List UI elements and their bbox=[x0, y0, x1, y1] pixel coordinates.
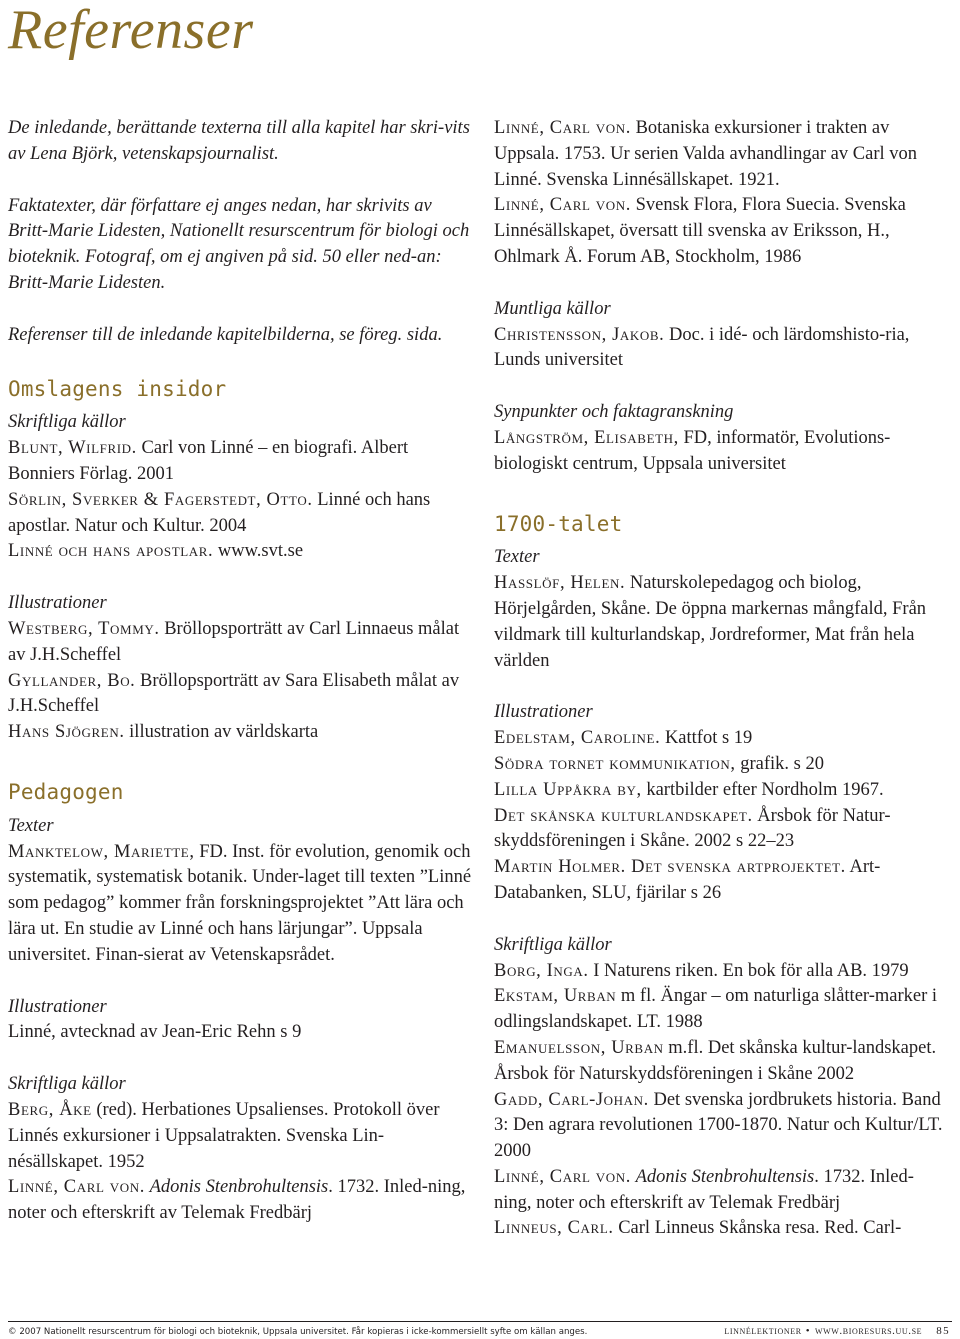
reference-text: grafik. s 20 bbox=[735, 753, 824, 774]
subheading-illustrationer: Illustrationer bbox=[8, 996, 107, 1017]
reference-author: Christensson, Jakob. bbox=[494, 324, 665, 345]
reference-text: m fl. Ängar – om naturliga slåtter-marker i odlingslandskapet. LT. 1988 bbox=[494, 986, 938, 1033]
reference-entry bbox=[494, 804, 950, 856]
reference-author: Hans Sjögren. bbox=[8, 722, 125, 743]
reference-text: m.fl. Det skånska kultur-landskapet. Årsbok för Naturskyddsföreningen i Skåne 2002 bbox=[494, 1037, 937, 1084]
reference-entry bbox=[8, 669, 476, 721]
reference-author: Linneus, Carl. bbox=[494, 1218, 614, 1239]
reference-entry bbox=[494, 855, 950, 907]
reference-author: Linné och hans apostlar. bbox=[8, 541, 214, 562]
reference-text: FD. Inst. för evolution, genomik och systematik, systematisk botanik. Under-laget till texten ”Linné som pedagog” kommer från forskningsprojektet ”Att lära och lära ut. En studie av Linné och hans lärjungar”. Uppsala universitet. Finan-sierat av Vetenskapsrådet. bbox=[8, 841, 472, 965]
reference-entry bbox=[8, 840, 476, 969]
subheading-skriftliga-kallor: Skriftliga källor bbox=[494, 934, 612, 955]
reference-author: Lilla Uppåkra by, bbox=[494, 779, 642, 800]
subheading-illustrationer: Illustrationer bbox=[8, 593, 107, 614]
reference-entry bbox=[494, 1036, 950, 1088]
reference-entry bbox=[494, 323, 950, 375]
reference-text: Svensk Flora, Flora Suecia. Svenska Linnésällskapet, översatt till svenska av Eriksson, H., Ohlmark Å. Forum AB, Stockholm, 1986 bbox=[494, 195, 906, 267]
footer-bullet: • bbox=[805, 1325, 811, 1337]
left-column bbox=[8, 116, 476, 1227]
footer-series: linnélektioner bbox=[724, 1325, 802, 1337]
subheading-synpunkter: Synpunkter och faktagranskning bbox=[494, 402, 734, 423]
reference-text: Naturskolepedagog och biolog, Hörjelgården, Skåne. De öppna markernas mångfald, Från vildmark till kulturlandskap, Jordreformer, Mat från hela världen bbox=[494, 573, 927, 671]
reference-work-title: Adonis Stenbrohultensis bbox=[149, 1177, 329, 1198]
reference-author: Emanuelsson, Urban bbox=[494, 1037, 664, 1058]
reference-author: Södra tornet kommunikation, bbox=[494, 753, 736, 774]
reference-author: Borg, Inga. bbox=[494, 960, 589, 981]
reference-author: Linné, Carl von. bbox=[494, 195, 631, 216]
subheading-skriftliga-kallor: Skriftliga källor bbox=[8, 1074, 126, 1095]
section-heading-pedagogen: Pedagogen bbox=[8, 779, 124, 804]
reference-author: Det skånska kulturlandskapet. bbox=[494, 805, 753, 826]
footer-site-link[interactable]: www.bioresurs.uu.se bbox=[814, 1325, 923, 1337]
section-heading-1700-talet: 1700-talet bbox=[494, 511, 623, 536]
reference-text: Botaniska exkursioner i trakten av Uppsala. 1753. Ur serien Valda avhandlingar av Carl von Linné. Svenska Linnésällskapet. 1921. bbox=[494, 118, 917, 190]
reference-text: Årsbok för Natur-skyddsföreningen i Skåne. 2002 s 22–23 bbox=[494, 805, 891, 852]
page-title: Referenser bbox=[8, 0, 254, 61]
reference-text: Linné och hans apostlar. Natur och Kultur. 2004 bbox=[8, 489, 431, 536]
reference-entry bbox=[8, 1098, 476, 1175]
reference-author: Westberg, Tommy. bbox=[8, 618, 160, 639]
reference-author: Gadd, Carl-Johan. bbox=[494, 1089, 649, 1110]
reference-author: Linné, Carl von. bbox=[8, 1177, 145, 1198]
reference-entry bbox=[494, 726, 950, 752]
reference-entry bbox=[494, 778, 950, 804]
reference-text: Kattfot s 19 bbox=[660, 728, 753, 749]
reference-entry bbox=[8, 539, 476, 565]
reference-text: Bröllopsporträtt av Carl Linnaeus målat av J.H.Scheffel bbox=[8, 618, 460, 665]
reference-author: Linné, Carl von. bbox=[494, 118, 631, 138]
subheading-skriftliga-kallor: Skriftliga källor bbox=[8, 412, 126, 433]
reference-entry bbox=[494, 984, 950, 1036]
reference-author: Ekstam, Urban bbox=[494, 986, 617, 1007]
reference-author: Edelstam, Caroline. bbox=[494, 728, 661, 749]
reference-author: Manktelow, Mariette, bbox=[8, 841, 195, 862]
reference-entry bbox=[8, 720, 476, 746]
reference-text: Det svenska jordbrukets historia. Band 3: Den agrara revolutionen 1700-1870. Natur och Kultur/LT. 2000 bbox=[494, 1089, 943, 1162]
reference-author: Berg, Åke bbox=[8, 1099, 92, 1120]
subheading-texter: Texter bbox=[494, 547, 540, 568]
reference-author: Sörlin, Sverker & Fagerstedt, Otto. bbox=[8, 489, 313, 510]
reference-entry bbox=[494, 1165, 950, 1217]
footer-right bbox=[724, 1325, 950, 1337]
reference-author: Blunt, Wilfrid. bbox=[8, 438, 137, 459]
reference-text: . 1732. Inled-ning, noter och efterskrift av Telemak Fredbärj bbox=[494, 1166, 914, 1213]
reference-text: Art-Databanken, SLU, fjärilar s 26 bbox=[494, 857, 881, 903]
reference-work-title: Adonis Stenbrohultensis bbox=[635, 1166, 815, 1187]
footer-divider bbox=[8, 1321, 952, 1322]
reference-text: I Naturens riken. En bok för alla AB. 1979 bbox=[588, 960, 909, 981]
reference-entry bbox=[8, 1175, 476, 1227]
subheading-illustrationer: Illustrationer bbox=[494, 702, 593, 723]
reference-entry bbox=[494, 752, 950, 778]
section-heading-omslagens-insidor: Omslagens insidor bbox=[8, 376, 227, 401]
reference-entry bbox=[494, 1088, 950, 1165]
reference-author: Gyllander, Bo. bbox=[8, 670, 136, 691]
reference-text: FD, informatör, Evolutions-biologiskt centrum, Uppsala universitet bbox=[494, 427, 891, 474]
subheading-texter: Texter bbox=[8, 815, 54, 836]
reference-entry bbox=[8, 617, 476, 669]
reference-entry bbox=[494, 1216, 950, 1242]
intro-authors: De inledande, berättande texterna till alla kapitel har skri-vits av Lena Björk, vetenskapsjournalist. bbox=[8, 118, 470, 164]
reference-text: . 1732. Inled-ning, noter och efterskrift av Telemak Fredbärj bbox=[8, 1177, 466, 1224]
reference-text: Doc. i idé- och lärdomshisto-ria, Lunds universitet bbox=[494, 324, 910, 371]
reference-entry: Linné, avtecknad av Jean-Eric Rehn s 9 bbox=[8, 1022, 302, 1043]
reference-author: Linné, Carl von. bbox=[494, 1166, 631, 1187]
intro bbox=[8, 116, 476, 349]
reference-entry bbox=[494, 193, 950, 270]
reference-author: Hasslöf, Helen. bbox=[494, 573, 626, 594]
footer-copyright: © 2007 Nationellt resurscentrum för biologi och bioteknik, Uppsala universitet. Får kopieras i icke-kommersiellt syfte om källan anges. bbox=[8, 1327, 588, 1337]
subheading-muntliga-kallor: Muntliga källor bbox=[494, 298, 611, 319]
reference-entry bbox=[494, 959, 950, 985]
intro-chapter-images: Referenser till de inledande kapitelbilderna, se föreg. sida. bbox=[8, 324, 443, 345]
reference-text: Bröllopsporträtt av Sara Elisabeth målat av J.H.Scheffel bbox=[8, 670, 460, 717]
reference-text: Carl von Linné – en biografi. Albert Bonniers Förlag. 2001 bbox=[8, 438, 409, 484]
reference-text: illustration av världskarta bbox=[124, 722, 319, 743]
reference-entry bbox=[494, 116, 950, 193]
page-number: 85 bbox=[936, 1325, 950, 1337]
reference-entry bbox=[8, 436, 476, 488]
reference-text: Carl Linneus Skånska resa. Red. Carl- bbox=[613, 1218, 902, 1239]
right-column bbox=[494, 116, 950, 1242]
reference-text: (red). Herbationes Upsalienses. Protokoll över Linnés exkursioner i Uppsalatrakten. Svenska Lin-nésällskapet. 1952 bbox=[8, 1099, 440, 1172]
reference-entry bbox=[494, 426, 950, 478]
reference-text: www.svt.se bbox=[213, 541, 304, 562]
intro-facts: Faktatexter, där författare ej anges nedan, har skrivits av Britt-Marie Lidesten, Nationellt resurscentrum för biologi och bioteknik. Fotograf, om ej angiven på sid. 50 eller ned-an: Britt-Marie Lidesten. bbox=[8, 195, 470, 293]
reference-text: kartbilder efter Nordholm 1967. bbox=[641, 779, 884, 800]
reference-author: Martin Holmer. Det svenska artprojektet. bbox=[494, 857, 846, 878]
reference-entry bbox=[494, 571, 950, 674]
reference-entry bbox=[8, 488, 476, 540]
reference-author: Långström, Elisabeth, bbox=[494, 427, 679, 448]
